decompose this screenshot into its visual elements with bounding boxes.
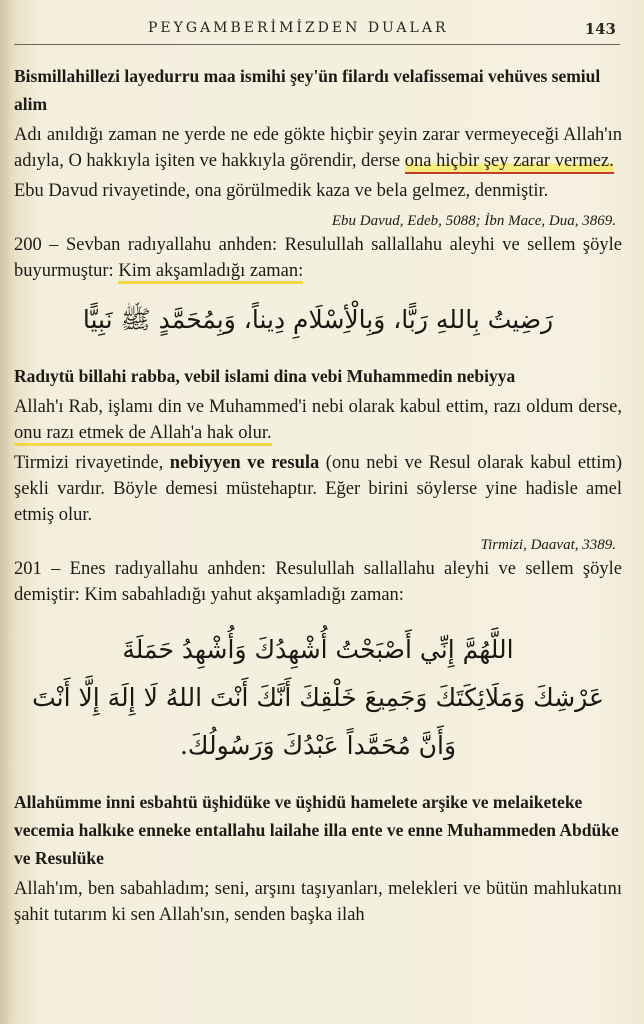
header-rule [14,44,620,45]
arabic-prayer-line-1: اللَّهُمَّ إِنِّي أَصْبَحْتُ أُشْهِدُكَ وَأُشْهِدُ حَمَلَةَ [122,635,514,664]
highlighted-phrase: onu razı etmek de Allah'a hak olur. [14,423,272,446]
note-text: Tirmizi rivayetinde, [14,453,170,473]
note-text-end: (onu nebi ve Resul olarak kabul ettim) şekli vardır. Böyle demesi müstehaptır. Eğer birini söylerse yine hadisle amel etmiş olur. [14,453,622,525]
running-title: PEYGAMBERİMİZDEN DUALAR [148,20,449,36]
transliteration-heading: Radıytü billahi rabba, vebil islami dina vebi Muhammedin nebiyya [14,366,516,386]
meaning-paragraph [14,122,622,174]
note-paragraph: Ebu Davud rivayetinde, ona görülmedik kaza ve bela gelmez, denmiştir. [14,181,549,201]
hadith-intro-text: 200 – Sevban radıyallahu anhden: Resulullah sallallahu aleyhi ve sellem şöyle buyurmuştur: [14,235,622,281]
hadith-201-section [14,556,622,928]
citation: Tirmizi, Daavat, 3389. [480,537,616,553]
hadith-200-section [14,232,622,556]
page-number: 143 [584,20,616,38]
transliteration-heading: Allahümme inni esbahtü üşhidüke ve üşhidü hamelete arşike ve melaiketeke vecemia halkıke enneke entallahu lailahe illa ente ve enne Muhammeden Abdüke ve Resulüke [14,792,619,868]
highlighted-phrase: Kim akşamladığı zaman: [118,261,303,284]
page-header [0,20,644,44]
transliteration-heading: Bismillahillezi layedurru maa ismihi şey'ün filardı velafissemai vehüves semiul alim [14,66,601,114]
meaning-text: Adı anıldığı zaman ne yerde ne ede gökte hiçbir şeyin zarar vermeyeceği Allah'ın adıyla, O hakkıyla işiten ve hakkıyla görendir, derse [14,125,622,171]
hadith-intro: 201 – Enes radıyallahu anhden: Resulullah sallallahu aleyhi ve sellem şöyle demiştir: Kim sabahladığı yahut akşamladığı zaman: [14,559,622,605]
prayer-section-basmala [14,62,622,232]
hadith-intro [14,232,622,284]
meaning-text: Allah'ı Rab, işlamı din ve Muhammed'i nebi olarak kabul ettim, razı oldum derse, [14,397,622,417]
meaning-paragraph: Allah'ım, ben sabahladım; seni, arşını taşıyanları, melekleri ve bütün mahlukatını şahit tutarım ki sen Allah'sın, senden başka ilah [14,879,622,925]
meaning-paragraph [14,394,622,446]
highlighted-phrase: ona hiçbir şey zarar vermez. [405,151,614,174]
note-paragraph [14,450,622,528]
arabic-prayer-line-2: عَرْشِكَ وَمَلَائِكَتَكَ وَجَمِيعَ خَلْقِكَ أَنَّكَ أَنْتَ اللهُ لَا إِلَهَ إِلَّا أَنْتَ [32,683,604,712]
arabic-prayer-line-3: وَأَنَّ مُحَمَّداً عَبْدُكَ وَرَسُولُكَ. [179,731,457,760]
page-content [14,62,622,928]
citation: Ebu Davud, Edeb, 5088; İbn Mace, Dua, 3869. [331,213,616,229]
arabic-prayer: رَضِيتُ بِاللهِ رَبًّا، وَبِالْأِسْلَامِ دِيناً، وَبِمُحَمَّدٍ ﷺ نَبِيًّا [82,305,554,334]
bold-phrase: nebiyyen ve resula [169,453,320,473]
